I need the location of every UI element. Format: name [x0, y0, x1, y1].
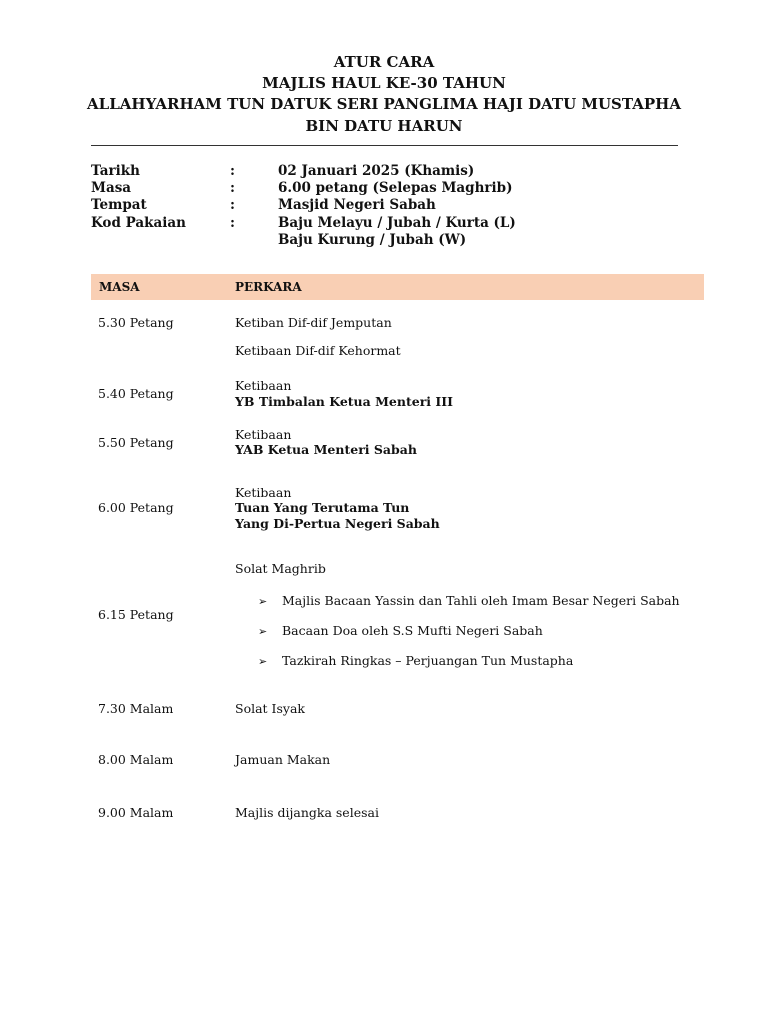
row-time: 7.30 Malam — [98, 701, 174, 716]
column-header-masa: MASA — [99, 280, 140, 294]
row-item-bold: YB Timbalan Ketua Menteri III — [235, 394, 453, 409]
info-value-masa: 6.00 petang (Selepas Maghrib) — [278, 180, 513, 197]
title-line-2: MAJLIS HAUL KE-30 TAHUN — [262, 74, 506, 92]
info-row-masa — [91, 180, 691, 197]
list-item — [258, 653, 573, 670]
row-item-bold: Tuan Yang Terutama Tun — [235, 500, 410, 515]
row-item: Solat Isyak — [235, 701, 305, 716]
event-info — [91, 163, 691, 249]
info-value-tempat: Masjid Negeri Sabah — [278, 197, 436, 214]
info-value-tarikh: 02 Januari 2025 (Khamis) — [278, 163, 475, 179]
row-time: 5.50 Petang — [98, 435, 174, 450]
row-item: Ketiban Dif-dif Jemputan — [235, 315, 392, 330]
row-item: Majlis dijangka selesai — [235, 805, 379, 820]
info-value-kod-pakaian-1: Baju Melayu / Jubah / Kurta (L) — [278, 214, 516, 231]
info-separator: : — [230, 180, 235, 197]
info-label-tempat: Tempat — [91, 197, 147, 214]
list-item — [258, 623, 543, 640]
info-value-kod-pakaian-2: Baju Kurung / Jubah (W) — [278, 231, 467, 248]
row-time: 5.30 Petang — [98, 315, 174, 330]
row-item-bold: YAB Ketua Menteri Sabah — [235, 442, 417, 457]
info-row-kod-pakaian-cont — [91, 232, 691, 249]
row-item: Ketibaan — [235, 485, 292, 500]
arrow-bullet-icon: ➢ — [258, 595, 268, 608]
row-item-bold: Yang Di-Pertua Negeri Sabah — [235, 516, 440, 531]
arrow-bullet-icon: ➢ — [258, 625, 268, 638]
list-item-text: Bacaan Doa oleh S.S Mufti Negeri Sabah — [282, 623, 543, 638]
row-time: 5.40 Petang — [98, 386, 174, 401]
row-item: Jamuan Makan — [235, 752, 331, 767]
list-item — [258, 593, 680, 610]
arrow-bullet-icon: ➢ — [258, 655, 268, 668]
info-label-kod-pakaian: Kod Pakaian — [91, 214, 186, 231]
schedule-table-header — [91, 274, 704, 300]
document-title — [0, 52, 768, 137]
info-row-tempat — [91, 197, 691, 214]
row-time: 9.00 Malam — [98, 805, 174, 820]
info-separator: : — [230, 163, 235, 179]
info-row-tarikh — [91, 163, 691, 180]
list-item-text: Majlis Bacaan Yassin dan Tahli oleh Imam Besar Negeri Sabah — [282, 593, 680, 608]
title-line-1: ATUR CARA — [333, 53, 435, 71]
row-item: Solat Maghrib — [235, 561, 326, 576]
row-time: 8.00 Malam — [98, 752, 174, 767]
title-line-4: BIN DATU HARUN — [305, 117, 463, 135]
row-item: Ketibaan — [235, 427, 292, 442]
row-time: 6.00 Petang — [98, 500, 174, 515]
title-line-3: ALLAHYARHAM TUN DATUK SERI PANGLIMA HAJI DATU MUSTAPHA — [87, 95, 681, 113]
info-label-masa: Masa — [91, 180, 132, 197]
title-divider — [91, 145, 678, 146]
column-header-perkara: PERKARA — [235, 280, 302, 294]
info-row-kod-pakaian — [91, 215, 691, 232]
row-time: 6.15 Petang — [98, 607, 174, 622]
list-item-text: Tazkirah Ringkas – Perjuangan Tun Mustapha — [282, 653, 574, 668]
row-item: Ketibaan — [235, 378, 292, 393]
row-item: Ketibaan Dif-dif Kehormat — [235, 343, 401, 358]
info-label-tarikh: Tarikh — [91, 163, 140, 179]
info-separator: : — [230, 214, 235, 231]
info-separator: : — [230, 197, 235, 214]
